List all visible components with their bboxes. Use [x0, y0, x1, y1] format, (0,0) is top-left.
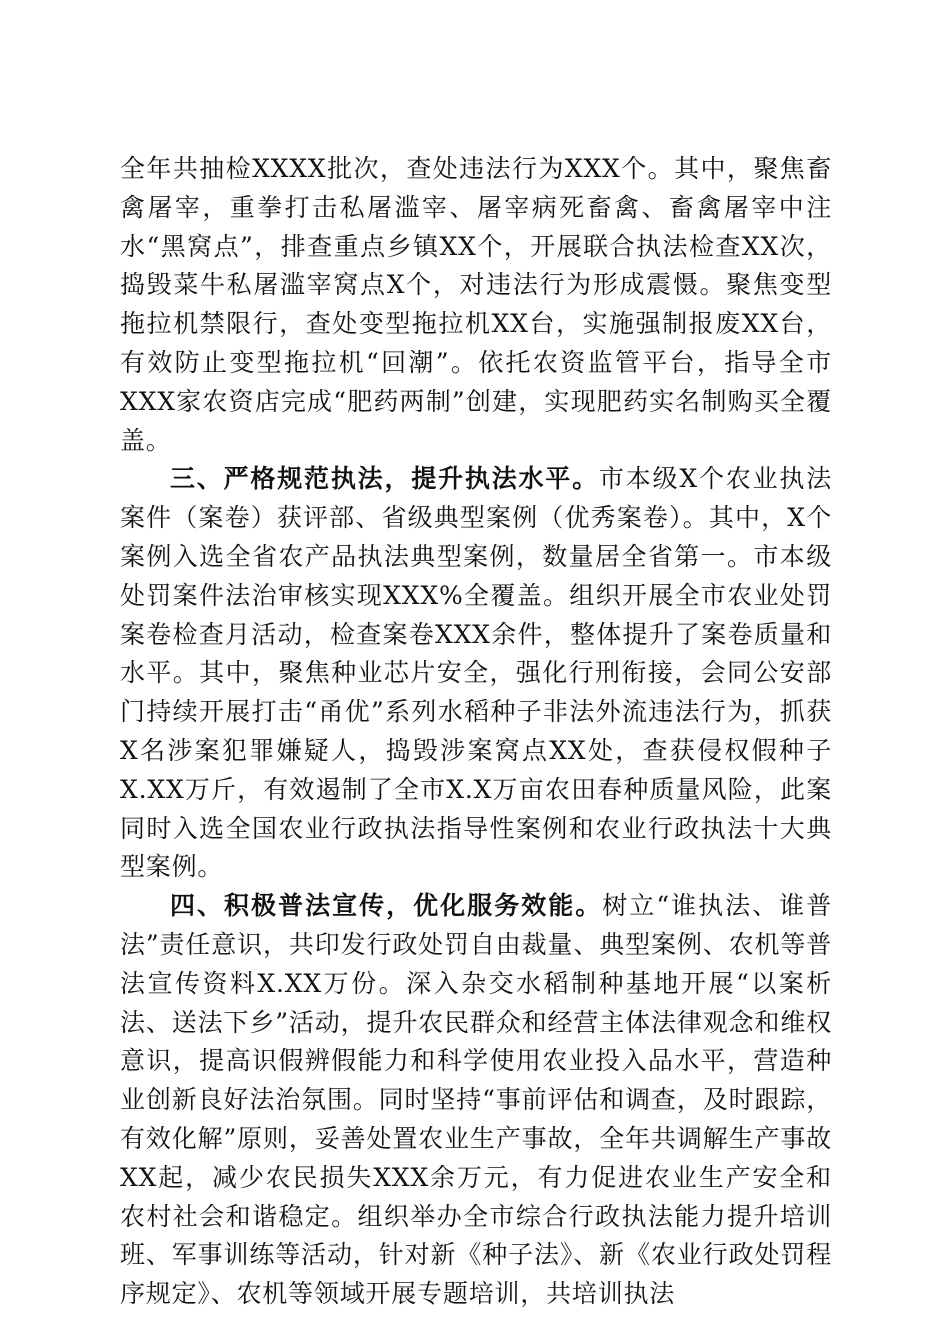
- paragraph-1: [120, 150, 832, 460]
- paragraph-3: [120, 887, 832, 1314]
- document-body: [120, 150, 832, 1314]
- section-3-heading: 三、严格规范执法，提升执法水平。: [170, 464, 599, 494]
- paragraph-1-text: 全年共抽检XXXX批次，查处违法行为XXX个。其中，聚焦畜禽屠宰，重拳打击私屠滥宰、屠宰病死畜禽、畜禽屠宰中注水“黑窝点”，排查重点乡镇XX个，开展联合执法检查XX次，捣毁菜牛私屠滥宰窝点X个，对违法行为形成震慑。聚焦变型拖拉机禁限行，查处变型拖拉机XX台，实施强制报废XX台，有效防止变型拖拉机“回潮”。依托农资监管平台，指导全市XXX家农资店完成“肥药两制”创建，实现肥药实名制购买全覆盖。: [120, 154, 832, 455]
- paragraph-2: [120, 460, 832, 887]
- paragraph-2-text: 市本级X个农业执法案件（案卷）获评部、省级典型案例（优秀案卷）。其中，X个案例入选全省农产品执法典型案例，数量居全省第一。市本级处罚案件法治审核实现XXX%全覆盖。组织开展全市农业处罚案卷检查月活动，检查案卷XXX余件，整体提升了案卷质量和水平。其中，聚焦种业芯片安全，强化行刑衔接，会同公安部门持续开展打击“甬优”系列水稻种子非法外流违法行为，抓获X名涉案犯罪嫌疑人，捣毁涉案窝点XX处，查获侵权假种子X.XX万斤，有效遏制了全市X.X万亩农田春种质量风险，此案同时入选全国农业行政执法指导性案例和农业行政执法十大典型案例。: [120, 464, 832, 882]
- section-4-heading: 四、积极普法宣传，优化服务效能。: [170, 891, 603, 921]
- paragraph-3-text: 树立“谁执法、谁普法”责任意识，共印发行政处罚自由裁量、典型案例、农机等普法宣传资料X.XX万份。深入杂交水稻制种基地开展“以案析法、送法下乡”活动，提升农民群众和经营主体法律观念和维权意识，提高识假辨假能力和科学使用农业投入品水平，营造种业创新良好法治氛围。同时坚持“事前评估和调查，及时跟踪，有效化解”原则，妥善处置农业生产事故，全年共调解生产事故XX起，减少农民损失XXX余万元，有力促进农业生产安全和农村社会和谐稳定。组织举办全市综合行政执法能力提升培训班、军事训练等活动，针对新《种子法》、新《农业行政处罚程序规定》、农机等领域开展专题培训，共培训执法: [120, 891, 832, 1309]
